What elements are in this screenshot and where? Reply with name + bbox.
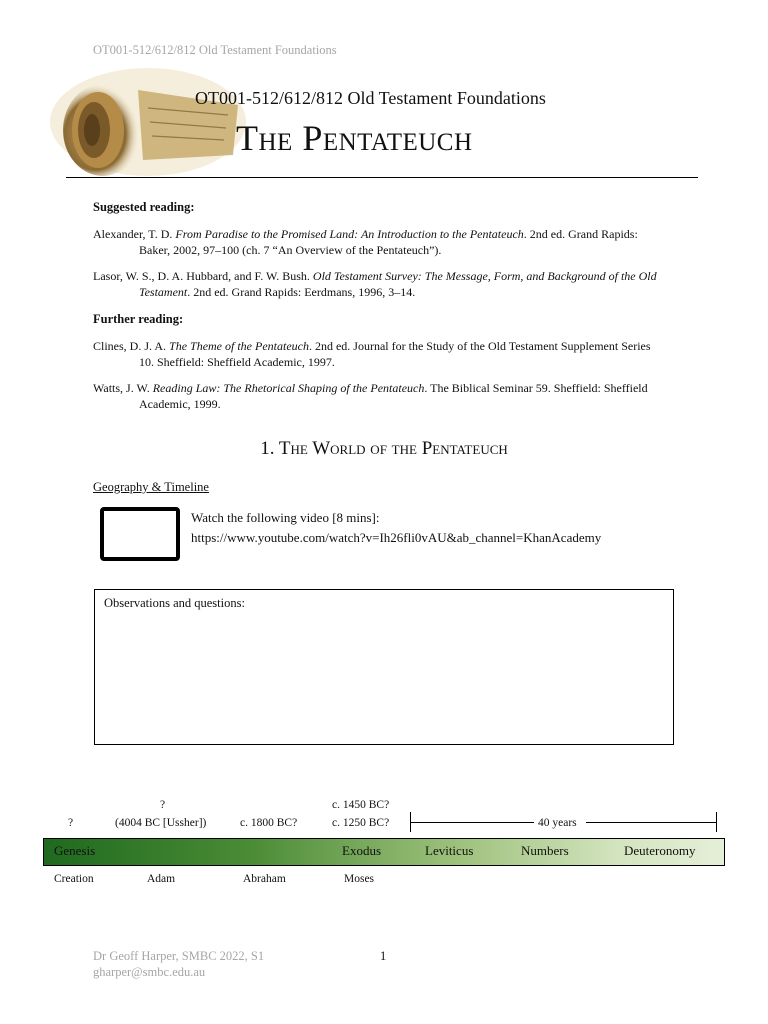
timeline-top-adam: ?	[160, 799, 166, 811]
page-number: 1	[380, 949, 387, 963]
subsection-heading: Geography & Timeline	[93, 480, 209, 494]
forty-years-line-left	[410, 822, 534, 823]
video-link[interactable]: https://www.youtube.com/watch?v=Ih26fli0vAU&ab_channel=KhanAcademy	[191, 530, 602, 545]
band-exodus: Exodus	[342, 843, 381, 858]
reference-lasor: Lasor, W. S., D. A. Hubbard, and F. W. Bush. Old Testament Survey: The Message, Form, and Background of the Old Testament. 2nd ed. Grand Rapids: Eerdmans, 1996, 3–14.	[93, 269, 657, 299]
timeline-bottom-moses: Moses	[344, 873, 375, 885]
reference-alexander: Alexander, T. D. From Paradise to the Promised Land: An Introduction to the Pentateuch. 2nd ed. Grand Rapids: Baker, 2002, 97–100 (ch. 7 “An Overview of the Pentateuch”).	[93, 227, 638, 257]
reference-watts: Watts, J. W. Reading Law: The Rhetorical Shaping of the Pentateuch. The Biblical Seminar 59. Sheffield: Sheffield Academic, 1999.	[93, 381, 648, 411]
forty-years-line-right	[586, 822, 717, 823]
scroll-illustration	[48, 60, 248, 178]
band-leviticus: Leviticus	[425, 843, 474, 858]
page-title: The Pentateuch	[236, 118, 473, 158]
running-header: OT001-512/612/812 Old Testament Foundations	[93, 43, 337, 57]
header-rule	[66, 177, 698, 178]
forty-years-right-tick	[716, 812, 717, 832]
footer-author: Dr Geoff Harper, SMBC 2022, S1	[93, 949, 265, 963]
pentateuch-band	[43, 838, 725, 866]
timeline-mid-exodus: c. 1250 BC?	[332, 817, 390, 829]
timeline-bottom-adam: Adam	[147, 873, 176, 885]
band-numbers: Numbers	[521, 843, 569, 858]
section-heading: 1. The World of the Pentateuch	[260, 438, 508, 459]
course-title: OT001-512/612/812 Old Testament Foundations	[195, 88, 546, 108]
further-reading-heading: Further reading:	[93, 312, 184, 326]
observations-box[interactable]	[94, 589, 674, 745]
timeline-mid-abraham: c. 1800 BC?	[240, 817, 298, 829]
timeline-mid-adam: (4004 BC [Ussher])	[115, 817, 207, 829]
band-genesis: Genesis	[54, 843, 96, 858]
observations-label: Observations and questions:	[104, 596, 245, 610]
tablet-icon	[100, 507, 180, 561]
forty-years-label: 40 years	[538, 817, 577, 829]
timeline-mid-creation: ?	[68, 817, 74, 829]
band-deuteronomy: Deuteronomy	[624, 843, 696, 858]
reference-clines: Clines, D. J. A. The Theme of the Pentateuch. 2nd ed. Journal for the Study of the Old Testament Supplement Series 10. Sheffield: Sheffield Academic, 1997.	[93, 339, 651, 369]
timeline-bottom-abraham: Abraham	[243, 873, 286, 885]
suggested-reading-heading: Suggested reading:	[93, 200, 195, 214]
video-instruction: Watch the following video [8 mins]:	[191, 510, 380, 525]
timeline-bottom-creation: Creation	[54, 873, 94, 885]
timeline-top-exodus: c. 1450 BC?	[332, 799, 390, 811]
footer-email: gharper@smbc.edu.au	[93, 965, 206, 979]
